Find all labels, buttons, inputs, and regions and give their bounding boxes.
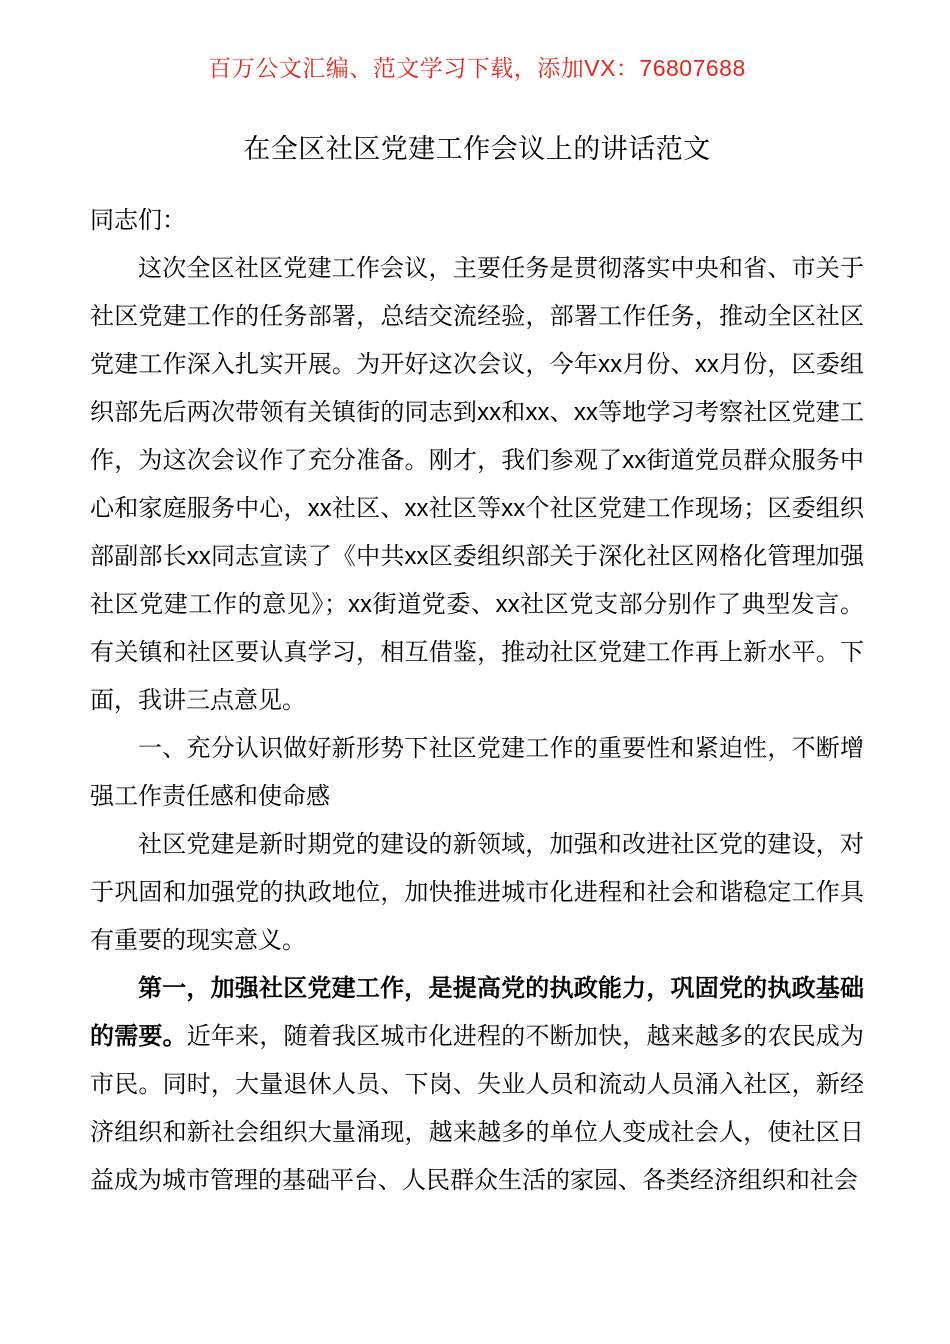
page-title: 在全区社区党建工作会议上的讲话范文: [243, 134, 711, 164]
bold-text-run: 第一，加强社区党建工作，是提高党的执政能力，巩固党的执政基础的需要。: [90, 975, 864, 1050]
promo-header: 百万公文汇编、范文学习下载，添加VX：76807688: [208, 55, 746, 81]
text-run: 一、充分认识做好新形势下社区党建工作的重要性和紧迫性，不断增强工作责任感和使命感: [90, 735, 864, 810]
paragraph: [90, 725, 864, 821]
paragraph: [90, 245, 864, 725]
paragraph: [90, 197, 864, 245]
text-run: 同志们：: [90, 207, 186, 234]
document-body: [90, 197, 864, 1205]
paragraph: [90, 821, 864, 965]
text-run: 社区党建是新时期党的建设的新领域，加强和改进社区党的建设，对于巩固和加强党的执政地位，加快推进城市化进程和社会和谐稳定工作具有重要的现实意义。: [90, 831, 864, 954]
text-run: 这次全区社区党建工作会议，主要任务是贯彻落实中央和省、市关于社区党建工作的任务部署，总结交流经验，部署工作任务，推动全区社区党建工作深入扎实开展。为开好这次会议，今年xx月份、xx月份，区委组织部先后两次带领有关镇街的同志到xx和xx、xx等地学习考察社区党建工作，为这次会议作了充分准备。刚才，我们参观了xx街道党员群众服务中心和家庭服务中心，xx社区、xx社区等xx个社区党建工作现场；区委组织部副部长xx同志宣读了《中共xx区委组织部关于深化社区网格化管理加强社区党建工作的意见》；xx街道党委、xx社区党支部分别作了典型发言。有关镇和社区要认真学习，相互借鉴，推动社区党建工作再上新水平。下面，我讲三点意见。: [90, 255, 864, 714]
text-run: 近年来，随着我区城市化进程的不断加快，越来越多的农民成为市民。同时，大量退休人员、下岗、失业人员和流动人员涌入社区，新经济组织和新社会组织大量涌现，越来越多的单位人变成社会人，使社区日益成为城市管理的基础平台、人民群众生活的家园、各类经济组织和社会: [90, 1023, 865, 1194]
paragraph: [90, 965, 864, 1205]
